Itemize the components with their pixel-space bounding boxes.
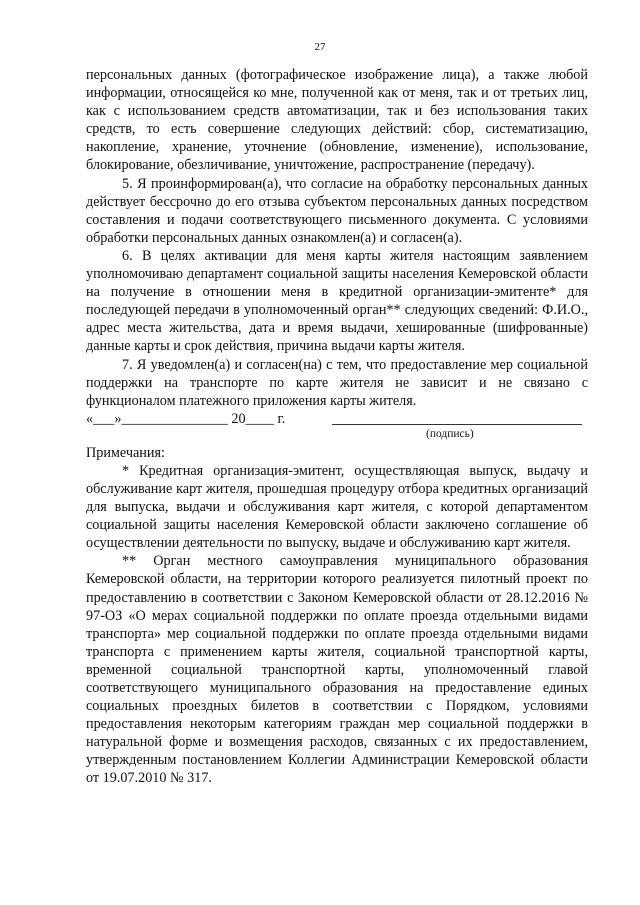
page-number: 27 bbox=[314, 41, 326, 53]
paragraph-5: 5. Я проинформирован(а), что согласие на обработку персональных данных действует бессрочно до его отзыва субъектом персональных данных посредством составления и подачи соответствующего письменного документа. С условиями обработки персональных данных ознакомлен(а) и согласен(а). bbox=[86, 175, 588, 246]
signature-caption: (подпись) bbox=[426, 427, 474, 440]
notes-heading: Примечания: bbox=[86, 444, 165, 461]
document-body bbox=[86, 66, 588, 788]
paragraph-7: 7. Я уведомлен(а) и согласен(на) с тем, что предоставление мер социальной поддержки на транспорте по карте жителя не зависит и не связано с функционалом платежного приложения карты жителя. bbox=[86, 356, 588, 409]
note-1: * Кредитная организация-эмитент, осуществляющая выпуск, выдачу и обслуживание карт жителя, прошедшая процедуру отбора кредитных организаций для выпуска, выдачи и обслуживания карт жителя, с которой департаментом социальной защиты населения Кемеровской области заключено соглашение об осуществлении деятельности по выпуску, выдаче и обслуживанию карт жителя. bbox=[86, 462, 588, 552]
signature-row bbox=[86, 410, 588, 428]
paragraph-continuation: персональных данных (фотографическое изображение лица), а также любой информации, относящейся ко мне, полученной как от меня, так и от третьих лиц, как с использованием средств автоматизации, так и без использования таких средств, то есть совершение следующих действий: сбор, систематизацию, накопление, хранение, уточнение (обновление, изменение), использование, блокирование, обезличивание, уничтожение, распространение (передачу). bbox=[86, 67, 588, 174]
date-field: «___»_______________ 20____ г. bbox=[86, 410, 286, 427]
signature-caption-row bbox=[86, 428, 588, 444]
note-2: ** Орган местного самоуправления муниципального образования Кемеровской области, на территории которого реализуется пилотный проект по предоставлению в соответствии с Законом Кемеровской области от 28.12.2016 № 97-ОЗ «О мерах социальной поддержки по оплате проезда отдельными видами транспорта» мер социальной поддержки по оплате проезда отдельными видами транспорта с применением карты жителя, социальной транспортной карты, временной социальной транспортной карты, уполномоченный главой соответствующего муниципального образования на предоставление единых социальных проездных билетов в соответствии с Порядком, условиями предоставления некоторым категориям граждан мер социальной поддержки в натуральной форме и возмещения расходов, связанных с их предоставлением, утвержденным постановлением Коллегии Администрации Кемеровской области от 19.07.2010 № 317. bbox=[86, 553, 588, 787]
paragraph-6: 6. В целях активации для меня карты жителя настоящим заявлением уполномочиваю департамент социальной защиты населения Кемеровской области на получение в отношении меня в кредитной организации-эмитенте* для последующей передачи в уполномоченный орган** следующих сведений: Ф.И.О., адрес места жительства, дата и время выдачи, хешированные (шифрованные) данные карты и срок действия, причина выдачи карты жителя. bbox=[86, 247, 588, 355]
signature-line bbox=[332, 424, 582, 425]
